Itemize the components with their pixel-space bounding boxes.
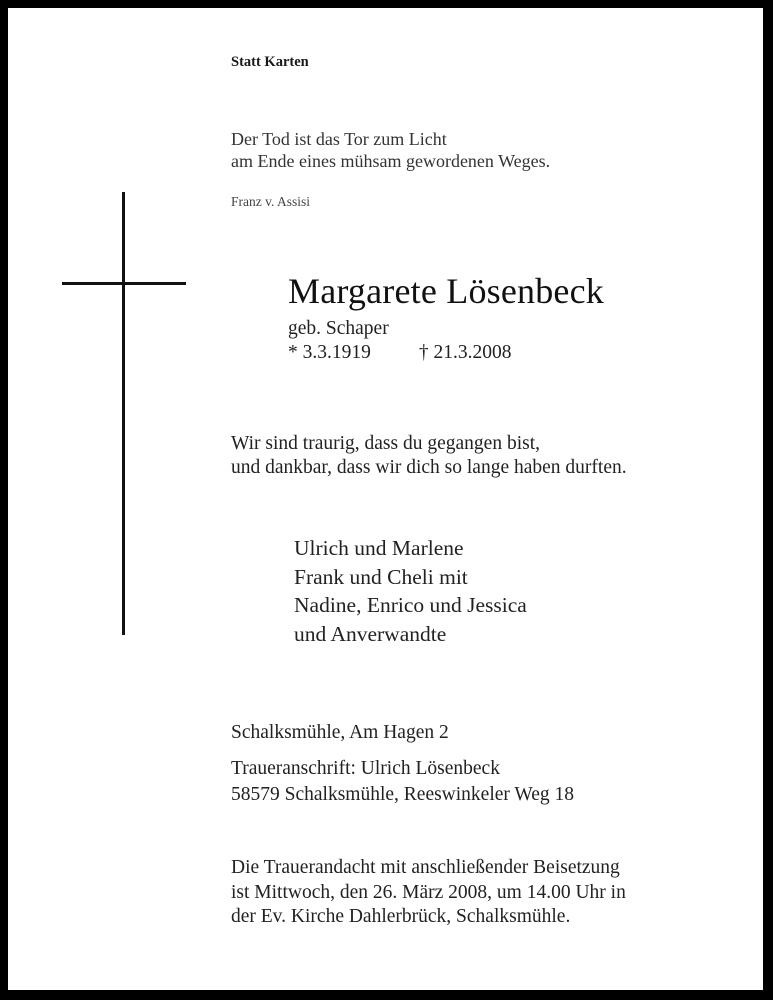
mourner-line: Frank und Cheli mit bbox=[294, 564, 468, 589]
life-dates bbox=[288, 342, 512, 364]
birth-date: * 3.3.1919 bbox=[288, 342, 371, 363]
maiden-name: geb. Schaper bbox=[288, 318, 389, 339]
cross-icon-horizontal-bar bbox=[62, 282, 186, 285]
quote bbox=[231, 128, 550, 172]
death-date: † 21.3.2008 bbox=[418, 342, 512, 363]
quote-line: am Ende eines mühsam gewordenen Weges. bbox=[231, 151, 551, 171]
deceased-name: Margarete Lösenbeck bbox=[288, 271, 604, 311]
service-line: Die Trauerandacht mit anschließender Beisetzung bbox=[231, 857, 620, 878]
quote-author: Franz v. Assisi bbox=[231, 194, 311, 209]
place-address: Schalksmühle, Am Hagen 2 bbox=[231, 722, 449, 743]
mourner-line: Nadine, Enrico und Jessica bbox=[294, 593, 527, 617]
service-info bbox=[231, 856, 626, 930]
mourner-line: Ulrich und Marlene bbox=[294, 536, 464, 560]
obituary-notice bbox=[8, 8, 763, 990]
header-statt-karten: Statt Karten bbox=[231, 54, 309, 70]
service-line: ist Mittwoch, den 26. März 2008, um 14.00 Uhr in bbox=[231, 881, 626, 903]
mourning-address bbox=[231, 756, 574, 807]
verse-line: und dankbar, dass wir dich so lange haben durften. bbox=[231, 457, 627, 478]
verse-line: Wir sind traurig, dass du gegangen bist, bbox=[231, 433, 540, 454]
mourner-line: und Anverwandte bbox=[294, 621, 447, 646]
verse bbox=[231, 432, 627, 480]
service-line: der Ev. Kirche Dahlerbrück, Schalksmühle. bbox=[231, 906, 571, 927]
address-line: 58579 Schalksmühle, Reeswinkeler Weg 18 bbox=[231, 783, 575, 805]
mourners-list bbox=[294, 534, 527, 648]
quote-line: Der Tod ist das Tor zum Licht bbox=[231, 129, 447, 149]
address-line: Traueranschrift: Ulrich Lösenbeck bbox=[231, 758, 500, 779]
cross-icon-vertical-bar bbox=[122, 192, 125, 635]
